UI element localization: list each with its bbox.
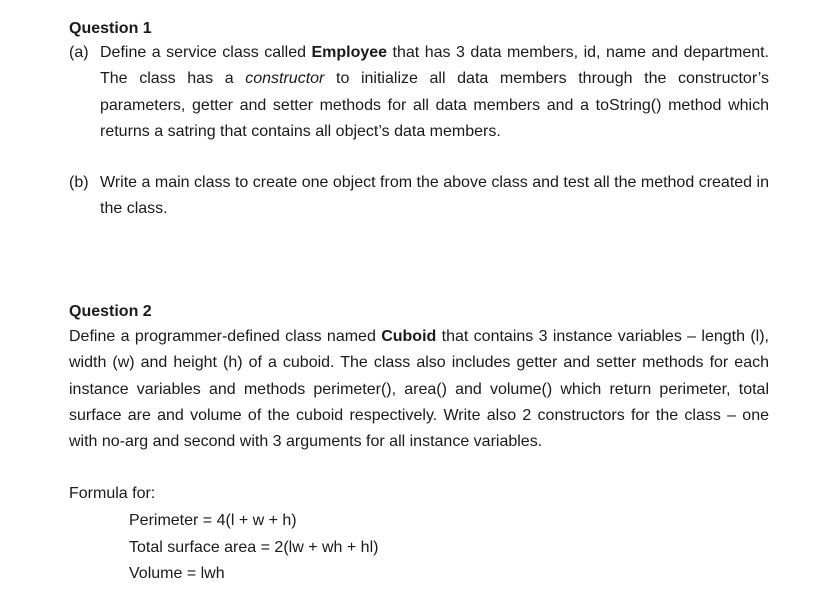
- question-1a-marker: (a): [69, 44, 89, 61]
- question-2-text: [69, 324, 769, 455]
- question-1a-text: [100, 40, 769, 145]
- question-1b-marker: (b): [69, 174, 89, 191]
- class-name-employee: Employee: [311, 44, 388, 61]
- question-1a: [69, 40, 769, 145]
- formula-list: [129, 508, 378, 588]
- question-2-text-part1: Define a programmer-defined class named: [69, 328, 382, 345]
- constructor-term: constructor: [245, 70, 325, 88]
- class-name-cuboid: Cuboid: [381, 328, 437, 345]
- formula-label: Formula for:: [69, 485, 156, 502]
- question-2-text-part2: that contains 3 instance variables – length (l), width (w) and height (h) of a cuboid. The class also includes getter and setter methods for each instance variables and methods perimeter(), area() and volume() which return perimeter, total surface are and volume of the cuboid respectively. Write also 2 constructors for the class – one with no-arg and second with 3 arguments for all instance variables.: [69, 328, 770, 451]
- formula-volume: Volume = lwh: [129, 565, 225, 582]
- question-1a-text-part3: to initialize all data members through the constructor’s parameters, getter and setter methods for all data members and a toString() method which returns a satring that contains all object’s data members.: [100, 70, 769, 140]
- formula-surface-area: Total surface area = 2(lw + wh + hl): [129, 538, 379, 556]
- question-1-heading: Question 1: [69, 20, 152, 37]
- question-1b: [69, 170, 769, 223]
- question-2-heading: Question 2: [69, 303, 152, 320]
- formula-perimeter: Perimeter = 4(l + w + h): [129, 512, 297, 529]
- question-1a-text-part1: Define a service class called: [100, 44, 312, 61]
- question-1b-text: Write a main class to create one object from the above class and test all the method created in the class.: [100, 174, 769, 218]
- question-1a-text-part2: that has 3 data members, id, name and department. The class has a: [100, 44, 769, 88]
